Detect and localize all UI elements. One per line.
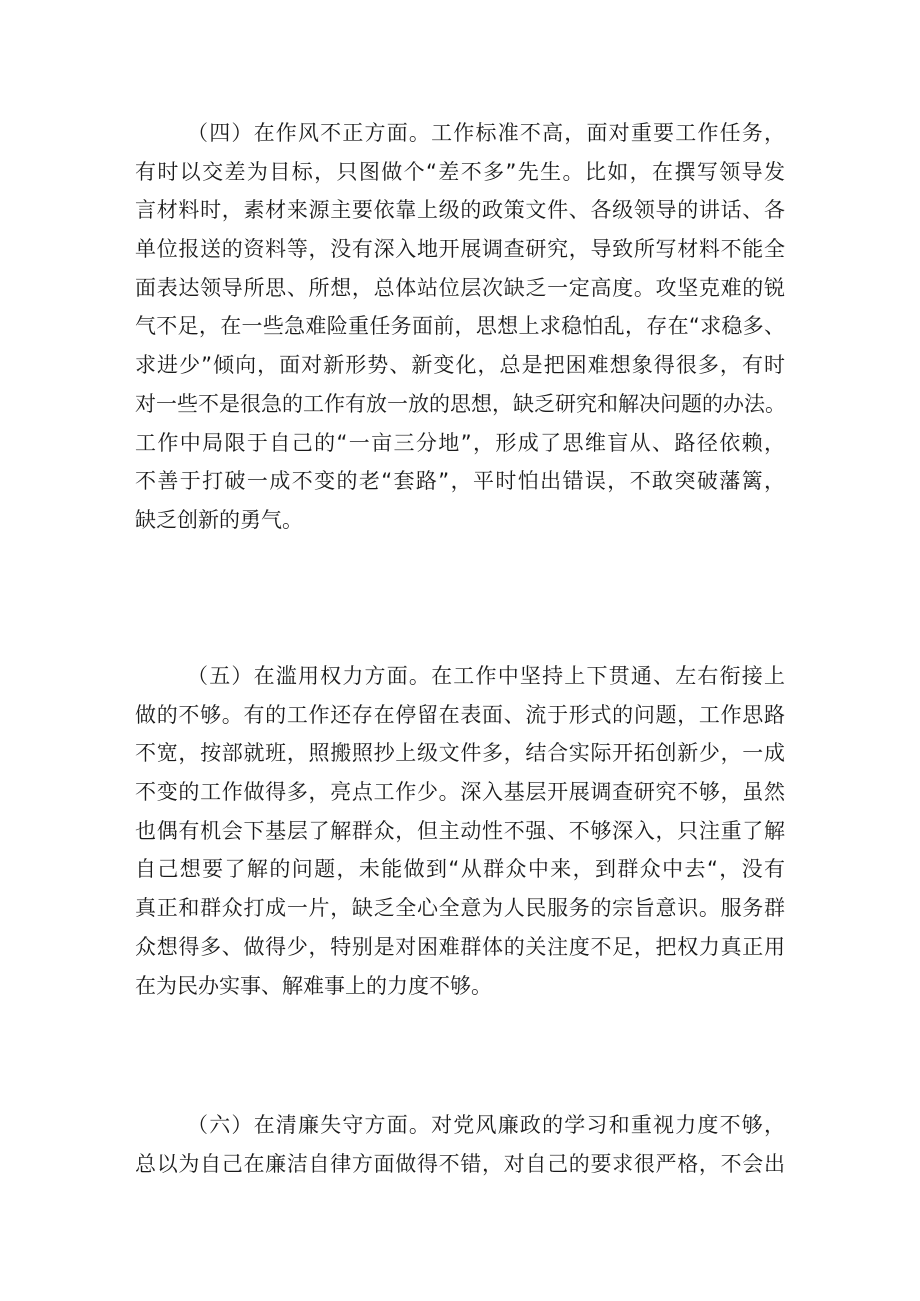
paragraph-line: 总以为自己在廉洁自律方面做得不错，对自己的要求很严格，不会出 [135,1151,785,1176]
paragraph-line: 不宽，按部就班，照搬照抄上级文件多，结合实际开拓创新少，一成 [135,741,785,766]
paragraph-line: 有时以交差为目标，只图做个“差不多”先生。比如，在撰写领导发 [135,159,785,184]
paragraph-line: 在为民办实事、解难事上的力度不够。 [135,973,492,998]
paragraph-line: 气不足，在一些急难险重任务面前，思想上求稳怕乱，存在“求稳多、 [135,314,785,339]
paragraph-line: 单位报送的资料等，没有深入地开展调查研究，导致所写材料不能全 [135,237,785,262]
paragraph-line: 众想得多、做得少，特别是对困难群体的关注度不足，把权力真正用 [135,934,785,959]
paragraph-line: 求进少”倾向，面对新形势、新变化，总是把困难想象得很多，有时 [135,353,785,378]
paragraph-line: 真正和群众打成一片，缺乏全心全意为人民服务的宗旨意识。服务群 [135,896,785,921]
paragraph-line: （六）在清廉失守方面。对党风廉政的学习和重视力度不够， [187,1113,785,1137]
paragraph-line: 做的不够。有的工作还存在停留在表面、流于形式的问题，工作思路 [135,702,785,727]
paragraph-line: 对一些不是很急的工作有放一放的思想，缺乏研究和解决问题的办法。 [135,391,786,416]
paragraph-line: 工作中局限于自己的“一亩三分地”，形成了思维盲从、路径依赖， [135,430,785,455]
paragraph-line: （四）在作风不正方面。工作标准不高，面对重要工作任务， [187,121,785,145]
paragraph-line: 不变的工作做得多，亮点工作少。深入基层开展调查研究不够，虽然 [135,780,785,805]
paragraph-line: 缺乏创新的勇气。 [135,507,303,532]
paragraph-line: 不善于打破一成不变的老“套路”，平时怕出错误，不敢突破藩篱， [135,469,785,494]
paragraph-four [135,114,785,540]
paragraph-line: 也偶有机会下基层了解群众，但主动性不强、不够深入，只注重了解 [135,818,785,843]
paragraph-line: 自己想要了解的问题，未能做到“从群众中来，到群众中去“，没有 [135,857,785,882]
paragraph-five [135,657,785,1005]
paragraph-line: （五）在滥用权力方面。在工作中坚持上下贯通、左右衔接上 [187,664,785,688]
paragraph-line: 言材料时，素材来源主要依靠上级的政策文件、各级领导的讲话、各 [135,198,785,223]
paragraph-line: 面表达领导所思、所想，总体站位层次缺乏一定高度。攻坚克难的锐 [135,275,785,300]
paragraph-six [135,1106,785,1183]
